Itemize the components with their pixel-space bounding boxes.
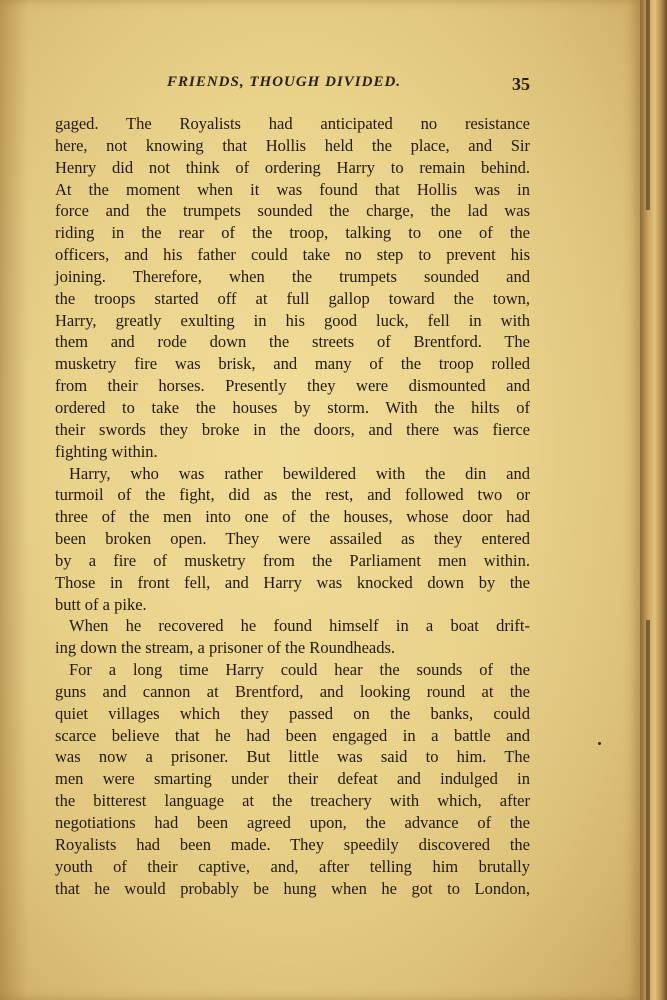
text-line: Henry did not think of ordering Harry to remain behind. xyxy=(55,157,530,177)
text-line: that he would probably be hung when he got to London, xyxy=(55,878,530,898)
text-line: At the moment when it was found that Hollis was in xyxy=(55,179,530,199)
text-line: Royalists had been made. They speedily discovered the xyxy=(55,834,530,854)
text-line: the troops started off at full gallop toward the town, xyxy=(55,288,530,308)
text-line: scarce believe that he had been engaged in a battle and xyxy=(55,725,530,745)
text-line: joining. Therefore, when the trumpets sounded and xyxy=(55,266,530,286)
text-line: butt of a pike. xyxy=(55,594,147,614)
text-line: their swords they broke in the doors, and there was fierce xyxy=(55,419,530,439)
edge-shadow-stripe xyxy=(646,0,650,210)
text-line: guns and cannon at Brentford, and looking round at the xyxy=(55,681,530,701)
text-line: When he recovered he found himself in a boat drift- xyxy=(69,616,530,636)
text-line: the bitterest language at the treachery with which, after xyxy=(55,791,530,811)
text-line: been broken open. They were assailed as they entered xyxy=(55,529,530,549)
body-text xyxy=(55,113,530,899)
text-line: musketry fire was brisk, and many of the troop rolled xyxy=(55,354,530,374)
text-line: turmoil of the fight, did as the rest, and followed two or xyxy=(55,485,530,505)
text-line: youth of their captive, and, after telling him brutally xyxy=(55,856,530,876)
text-line: riding in the rear of the troop, talking to one of the xyxy=(55,223,530,243)
text-line: men were smarting under their defeat and indulged in xyxy=(55,769,530,789)
text-line: For a long time Harry could hear the sounds of the xyxy=(69,660,530,680)
text-line: them and rode down the streets of Brentford. The xyxy=(55,332,530,352)
page-edge xyxy=(640,0,667,1000)
text-line: fighting within. xyxy=(55,441,158,461)
edge-shadow-stripe xyxy=(646,620,650,1000)
text-line: officers, and his father could take no step to prevent his xyxy=(55,245,530,265)
text-line: quiet villages which they passed on the banks, could xyxy=(55,703,530,723)
text-line: from their horses. Presently they were dismounted and xyxy=(55,376,530,396)
text-line: Harry, greatly exulting in his good luck, fell in with xyxy=(55,310,530,330)
text-line: ordered to take the houses by storm. With the hilts of xyxy=(55,397,530,417)
text-line: three of the men into one of the houses, whose door had xyxy=(55,507,530,527)
text-line: Those in front fell, and Harry was knocked down by the xyxy=(55,572,530,592)
text-line: force and the trumpets sounded the charge, the lad was xyxy=(55,201,530,221)
margin-speck xyxy=(598,742,601,745)
text-line: Harry, who was rather bewildered with the din and xyxy=(69,463,530,483)
page-header xyxy=(55,74,530,98)
page-number: 35 xyxy=(512,74,530,94)
text-line: ing down the stream, a prisoner of the Roundheads. xyxy=(55,638,396,658)
text-line: was now a prisoner. But little was said to him. The xyxy=(55,747,530,767)
text-line: gaged. The Royalists had anticipated no resistance xyxy=(55,114,530,133)
text-line: here, not knowing that Hollis held the place, and Sir xyxy=(55,135,530,155)
running-title: FRIENDS, THOUGH DIVIDED. xyxy=(167,74,402,90)
text-line: by a fire of musketry from the Parliament men within. xyxy=(55,550,530,570)
text-line: negotiations had been agreed upon, the advance of the xyxy=(55,813,530,832)
